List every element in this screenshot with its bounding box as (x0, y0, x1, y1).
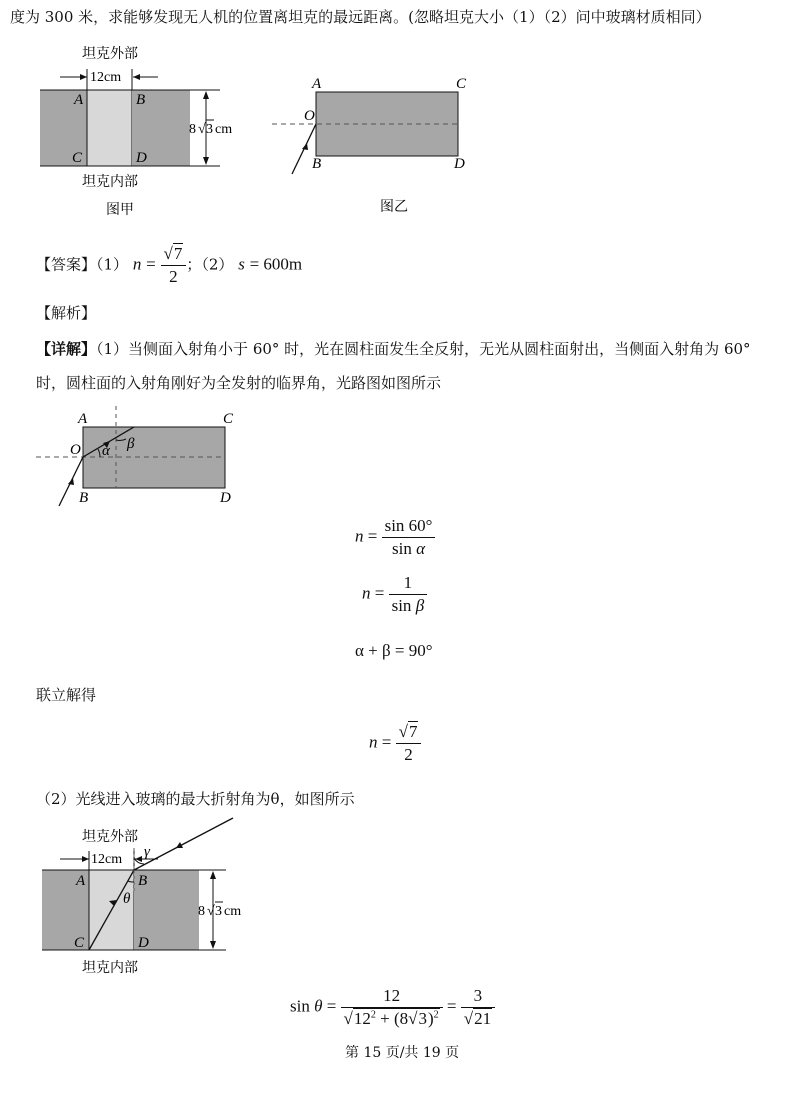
fig4-inner-label: 坦克内部 (82, 960, 138, 976)
fig-jia-gap (87, 90, 132, 166)
answer-line: 【答案】（1） n = $\frac{√7}{2}$ ；（2） s = 600m (36, 244, 303, 286)
fig4-outer-label: 坦克外部 (82, 829, 138, 845)
svg-text:√: √ (198, 122, 206, 137)
fig3-beta: β (127, 436, 135, 452)
page-footer: 第 15 页/共 19 页 (345, 1045, 460, 1061)
analysis-label: 【解析】 (36, 304, 97, 322)
fig-yi-B: B (312, 156, 322, 172)
fig-jia-height-unit: cm (215, 122, 233, 137)
fig4-gamma: γ (144, 844, 150, 860)
equation-2: n = $\frac{1}{\text{sin β}}$ (362, 573, 427, 616)
figure-jia (30, 42, 260, 232)
figure-light-path-2 (36, 814, 276, 986)
figure-light-path-1 (34, 404, 244, 514)
fig-jia-width-label: 12cm (90, 70, 122, 85)
fig3-alpha: α (102, 443, 110, 459)
fig-yi-A: A (312, 76, 322, 92)
fig-jia-A: A (74, 92, 84, 108)
svg-text:√: √ (207, 904, 215, 919)
fig-yi-caption: 图乙 (380, 199, 408, 215)
fig4-C: C (74, 935, 85, 951)
figure-yi (270, 70, 480, 220)
fig3-D: D (220, 490, 231, 506)
fig-yi-D: D (454, 156, 465, 172)
part2-line: （2）光线进入玻璃的最大折射角为θ，如图所示 (36, 790, 355, 808)
fig-yi-O: O (304, 108, 315, 124)
fig4-A: A (76, 873, 86, 889)
solve-label: 联立解得 (36, 686, 97, 704)
equation-4: n = $\frac{√7}{2}$ (369, 722, 421, 765)
fig4-B: B (138, 873, 148, 889)
answer-label: 【答案】 (36, 255, 97, 274)
fig3-A: A (78, 411, 88, 427)
equation-3: α + β = 90° (355, 641, 433, 660)
fig-jia-height-rad: 3 (206, 122, 213, 137)
fig4-height-rad: 3 (215, 904, 222, 919)
answer-n-fraction: $\frac{√7}{2}$ (161, 244, 187, 287)
fig-jia-D: D (136, 150, 147, 166)
fig4-D: D (138, 935, 149, 951)
fig-jia-C: C (72, 150, 83, 166)
fig4-height-unit: cm (224, 904, 242, 919)
fig4-height-num: 8 (198, 904, 205, 919)
fig4-width-label: 12cm (91, 852, 123, 867)
fig3-C: C (223, 411, 234, 427)
detail-line-2: 时，圆柱面的入射角刚好为全发射的临界角，光路图如图所示 (36, 374, 442, 392)
fig-jia-inner-label: 坦克内部 (82, 174, 138, 190)
fig-yi-C: C (456, 76, 467, 92)
fig-jia-outer-label: 坦克外部 (82, 46, 138, 62)
detail-line-1: 【详解】（1）当侧面入射角小于 60° 时，光在圆柱面发生全反射，无光从圆柱面射出，当侧面入射角为 60° (36, 340, 751, 358)
fig4-theta: θ (123, 891, 131, 907)
fig-jia-height-num: 8 (189, 122, 196, 137)
fig3-B: B (79, 490, 89, 506)
fig-jia-caption: 图甲 (106, 202, 134, 218)
equation-5: sin θ = $\frac{12}{√12^2 + (8√3)^2}$ = $\frac{3}{√21}$ (290, 986, 495, 1029)
intro-text: 度为 300 米，求能够发现无人机的位置离坦克的最远距离。(忽略坦克大小（1）（2）问中玻璃材质相同） (10, 8, 711, 26)
fig3-O: O (70, 442, 81, 458)
fig-jia-B: B (136, 92, 146, 108)
detail-label: 【详解】 (36, 340, 97, 358)
equation-1: n = $\frac{\sin 60^\circ}{\text{sin α}}$ (355, 516, 435, 559)
